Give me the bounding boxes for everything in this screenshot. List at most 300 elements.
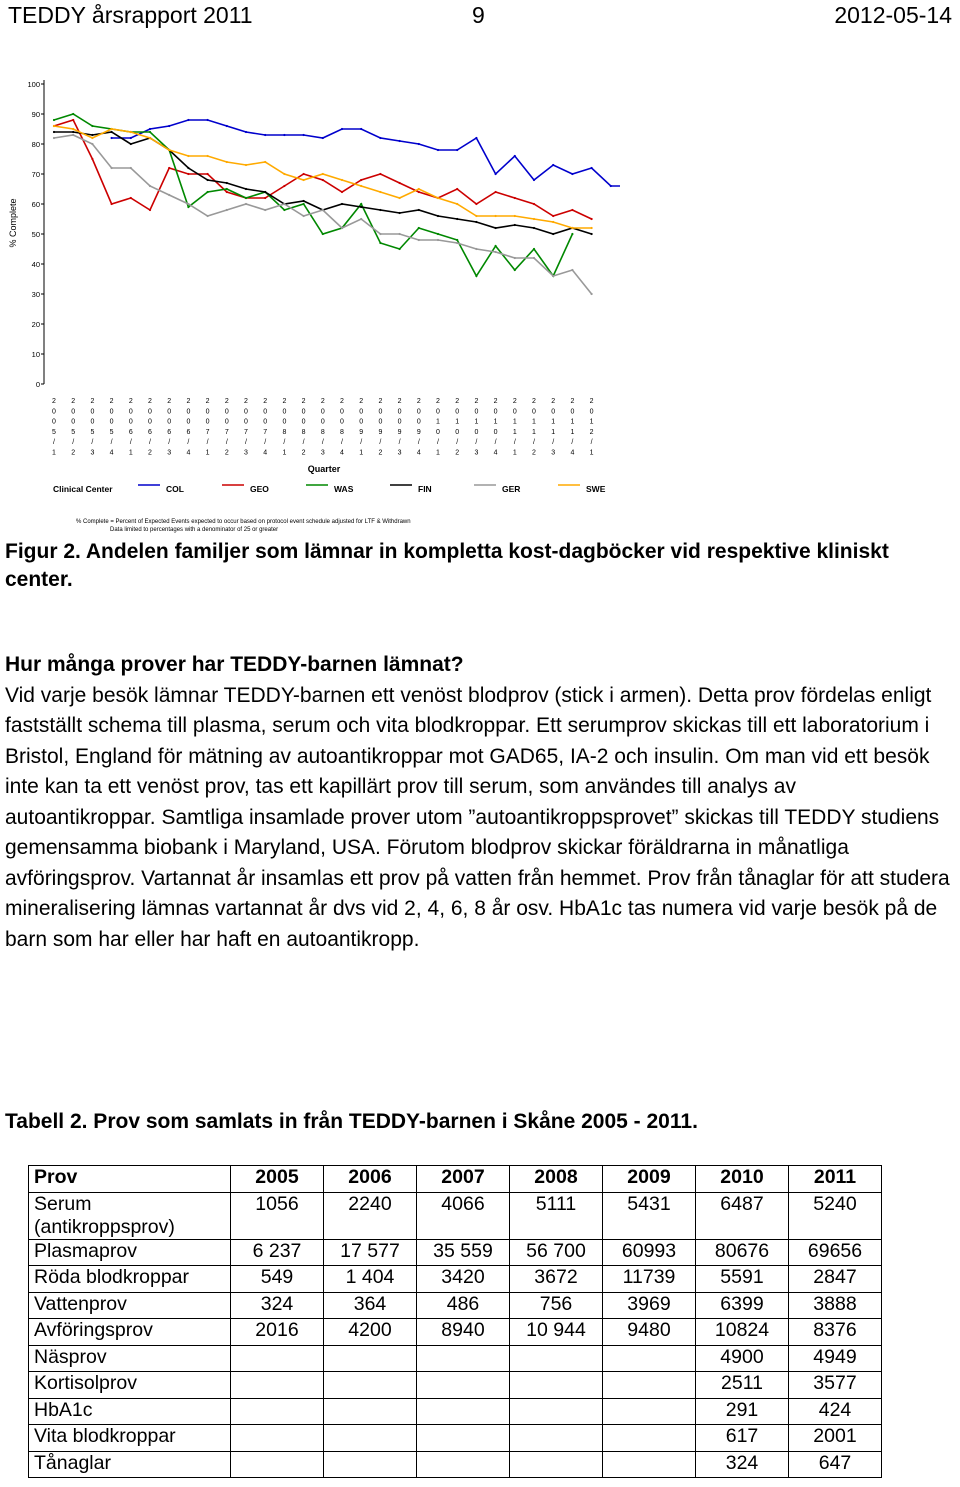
x-tick-label: 2	[205, 398, 210, 405]
data-point	[379, 173, 381, 175]
series-line-fin	[54, 132, 592, 234]
x-tick-label: 0	[512, 408, 517, 416]
data-point	[437, 215, 439, 217]
data-point	[111, 167, 113, 169]
data-point	[53, 137, 55, 139]
data-point	[111, 203, 113, 205]
data-point	[130, 131, 132, 133]
table-row	[29, 1372, 882, 1399]
y-tick-label: 10	[31, 350, 40, 359]
x-tick-label: 0	[263, 408, 268, 416]
table-cell: 4949	[789, 1345, 882, 1372]
x-tick-label: 2	[589, 398, 594, 405]
page-header	[0, 0, 960, 36]
x-tick-label: 0	[359, 408, 364, 416]
y-tick-label: 20	[31, 320, 40, 329]
table-cell	[603, 1451, 696, 1478]
data-point	[72, 119, 74, 121]
data-point	[341, 227, 343, 229]
x-tick-label: /	[360, 439, 363, 447]
x-tick-label: 0	[378, 418, 383, 426]
table-cell	[417, 1425, 510, 1452]
table-cell: 8376	[789, 1319, 882, 1346]
data-point	[264, 191, 266, 193]
table-cell: 9480	[603, 1319, 696, 1346]
table-cell: 4200	[324, 1319, 417, 1346]
data-point	[283, 203, 285, 205]
x-tick-label: 0	[128, 408, 133, 416]
x-tick-label: 1	[512, 418, 517, 426]
x-tick-label: /	[417, 439, 420, 447]
x-tick-label: /	[321, 439, 324, 447]
x-tick-labels	[52, 398, 594, 457]
x-tick-label: 1	[474, 418, 479, 426]
data-point	[379, 137, 381, 139]
data-point	[591, 227, 593, 229]
x-tick-label: 0	[52, 408, 56, 416]
data-point	[168, 167, 170, 169]
data-point	[149, 209, 151, 211]
table-cell: 291	[696, 1398, 789, 1425]
table-cell: 5240	[789, 1192, 882, 1239]
data-point	[341, 191, 343, 193]
data-point	[552, 215, 554, 217]
data-point	[495, 245, 497, 247]
table-cell: 3969	[603, 1292, 696, 1319]
table-cell	[417, 1398, 510, 1425]
table-cell: 4900	[696, 1345, 789, 1372]
x-tick-label: 2	[589, 428, 594, 436]
data-point	[418, 239, 420, 241]
header-year: 2007	[417, 1166, 510, 1193]
data-point	[226, 182, 228, 184]
x-tick-label: 2	[532, 449, 536, 457]
data-point	[475, 215, 477, 217]
table-cell: 2240	[324, 1192, 417, 1239]
x-tick-label: 0	[397, 418, 402, 426]
table-cell	[231, 1451, 324, 1478]
x-tick-label: /	[533, 439, 535, 447]
x-tick-label: 4	[186, 449, 191, 457]
x-tick-label: 7	[224, 428, 229, 436]
x-tick-label: 1	[512, 449, 517, 457]
x-tick-label: 5	[52, 428, 56, 436]
data-point	[130, 143, 132, 145]
table-cell	[603, 1345, 696, 1372]
x-tick-label: 0	[224, 418, 229, 426]
x-tick-label: 1	[436, 418, 440, 426]
data-point	[322, 137, 324, 139]
x-tick-label: 1	[455, 418, 460, 426]
x-tick-label: 2	[455, 398, 460, 405]
x-tick-label: 1	[570, 428, 575, 436]
table-cell: 1 404	[324, 1266, 417, 1293]
x-tick-label: 2	[436, 398, 440, 405]
x-tick-label: /	[72, 439, 75, 447]
table-cell: 2016	[231, 1319, 324, 1346]
x-tick-label: 2	[416, 398, 421, 405]
data-point	[245, 203, 247, 205]
legend-label: GEO	[250, 484, 269, 494]
data-point	[533, 218, 535, 220]
data-point	[514, 197, 516, 199]
data-point	[418, 191, 420, 193]
data-point	[187, 206, 189, 208]
data-point	[283, 134, 285, 136]
x-tick-label: 0	[148, 418, 152, 426]
x-tick-label: 0	[167, 418, 172, 426]
data-point	[322, 173, 324, 175]
x-tick-label: 0	[282, 418, 287, 426]
table-cell	[510, 1345, 603, 1372]
x-tick-label: 2	[71, 449, 76, 457]
data-point	[379, 209, 381, 211]
x-tick-label: 2	[397, 398, 402, 405]
data-point	[360, 185, 362, 187]
x-tick-label: 9	[416, 428, 421, 436]
data-point	[533, 203, 535, 205]
x-tick-label: 0	[263, 418, 268, 426]
data-point	[91, 158, 93, 160]
data-point	[533, 179, 535, 181]
data-point	[72, 113, 74, 115]
table-cell: 3672	[510, 1266, 603, 1293]
data-point	[226, 191, 228, 193]
x-tick-label: 4	[340, 449, 344, 457]
data-point	[437, 149, 439, 151]
row-label: HbA1c	[29, 1398, 231, 1425]
chart-series	[53, 113, 620, 295]
data-point	[399, 140, 401, 142]
x-tick-label: 1	[551, 418, 556, 426]
x-tick-label: 3	[90, 449, 95, 457]
x-tick-label: 0	[570, 408, 575, 416]
x-tick-label: 3	[320, 449, 325, 457]
data-point	[379, 191, 381, 193]
data-point	[245, 164, 247, 166]
data-point	[360, 179, 362, 181]
x-tick-label: 2	[301, 398, 306, 405]
table-cell: 647	[789, 1451, 882, 1478]
data-point	[437, 239, 439, 241]
data-point	[72, 128, 74, 130]
x-tick-label: 1	[52, 449, 56, 457]
x-tick-label: 1	[532, 418, 536, 426]
footnote-2: Data limited to percentages with a denominator of 25 or greater	[110, 527, 279, 533]
x-tick-label: 0	[301, 418, 306, 426]
x-tick-label: 5	[90, 428, 95, 436]
x-tick-label: 0	[455, 428, 460, 436]
x-tick-label: /	[475, 439, 478, 447]
data-point	[207, 155, 209, 157]
data-point	[514, 224, 516, 226]
table-cell: 5431	[603, 1192, 696, 1239]
data-point	[149, 128, 151, 130]
data-point	[168, 194, 170, 196]
data-point	[130, 137, 132, 139]
data-point	[360, 206, 362, 208]
x-tick-label: 2	[493, 398, 498, 405]
data-point	[53, 119, 55, 121]
x-tick-label: 3	[474, 449, 479, 457]
data-point	[475, 221, 477, 223]
table-cell: 80676	[696, 1239, 789, 1266]
data-point	[91, 125, 93, 127]
data-point	[303, 134, 305, 136]
x-tick-label: 2	[109, 398, 114, 405]
data-point	[111, 137, 113, 139]
x-tick-label: 2	[378, 398, 383, 405]
table-cell: 3577	[789, 1372, 882, 1399]
data-point	[456, 242, 458, 244]
legend-label: GER	[502, 484, 521, 494]
data-point	[245, 188, 247, 190]
x-tick-label: 0	[416, 408, 421, 416]
x-tick-label: 0	[71, 418, 76, 426]
table-cell	[510, 1451, 603, 1478]
table-cell: 60993	[603, 1239, 696, 1266]
data-point	[571, 269, 573, 271]
data-point	[91, 137, 93, 139]
table-cell: 1056	[231, 1192, 324, 1239]
data-point	[360, 128, 362, 130]
x-tick-label: 0	[589, 408, 594, 416]
data-point	[207, 173, 209, 175]
table-cell: 5591	[696, 1266, 789, 1293]
x-tick-label: 4	[263, 449, 268, 457]
data-point	[418, 227, 420, 229]
x-tick-label: 1	[532, 428, 536, 436]
x-tick-label: 2	[359, 398, 364, 405]
data-point	[456, 239, 458, 241]
x-tick-label: 2	[167, 398, 172, 405]
x-tick-label: /	[91, 439, 94, 447]
data-point	[514, 155, 516, 157]
table-cell	[417, 1372, 510, 1399]
x-tick-label: 0	[109, 418, 114, 426]
table-cell: 10 944	[510, 1319, 603, 1346]
x-tick-label: 0	[282, 408, 287, 416]
table-caption: Tabell 2. Prov som samlats in från TEDDY-barnen i Skåne 2005 - 2011.	[5, 1110, 698, 1133]
data-point	[264, 134, 266, 136]
header-year: 2005	[231, 1166, 324, 1193]
table-row	[29, 1451, 882, 1478]
x-tick-label: 3	[244, 449, 248, 457]
data-point	[610, 185, 612, 187]
x-tick-label: /	[225, 439, 228, 447]
table-cell: 8940	[417, 1319, 510, 1346]
data-point	[571, 173, 573, 175]
x-tick-label: 1	[282, 449, 287, 457]
data-point	[552, 164, 554, 166]
data-point	[456, 188, 458, 190]
x-tick-label: 2	[263, 398, 268, 405]
table-cell: 5111	[510, 1192, 603, 1239]
x-tick-label: 2	[320, 398, 325, 405]
data-point	[226, 125, 228, 127]
x-tick-label: 0	[109, 408, 114, 416]
x-tick-label: /	[129, 439, 132, 447]
table-cell: 617	[696, 1425, 789, 1452]
table-cell: 3888	[789, 1292, 882, 1319]
x-tick-label: 2	[186, 398, 191, 405]
data-point	[399, 233, 401, 235]
data-point	[303, 203, 305, 205]
table-cell: 4066	[417, 1192, 510, 1239]
x-tick-label: 2	[532, 398, 536, 405]
table-cell	[603, 1398, 696, 1425]
x-tick-label: 0	[128, 418, 133, 426]
x-tick-label: 0	[378, 408, 383, 416]
y-tick-label: 40	[31, 260, 40, 269]
x-tick-label: /	[53, 439, 55, 447]
x-tick-label: /	[590, 439, 593, 447]
x-tick-label: /	[494, 439, 497, 447]
x-tick-label: 7	[244, 428, 248, 436]
data-point	[456, 149, 458, 151]
x-axis-label: Quarter	[307, 464, 341, 474]
data-point	[475, 203, 477, 205]
x-tick-label: 8	[340, 428, 344, 436]
x-tick-label: 0	[397, 408, 402, 416]
table-cell: 17 577	[324, 1239, 417, 1266]
x-tick-label: 0	[148, 408, 152, 416]
table-cell	[417, 1345, 510, 1372]
row-label: Avföringsprov	[29, 1319, 231, 1346]
x-tick-label: 6	[186, 428, 191, 436]
legend-label: WAS	[334, 484, 354, 494]
legend-label: FIN	[418, 484, 432, 494]
data-point	[475, 248, 477, 250]
data-point	[418, 143, 420, 145]
table-cell: 324	[231, 1292, 324, 1319]
table-cell	[324, 1451, 417, 1478]
data-point	[379, 233, 381, 235]
table-row	[29, 1266, 882, 1293]
data-point	[53, 125, 55, 127]
data-point	[399, 197, 401, 199]
x-tick-label: 0	[532, 408, 536, 416]
x-tick-label: /	[379, 439, 382, 447]
x-tick-label: 6	[148, 428, 152, 436]
data-point	[418, 209, 420, 211]
data-point	[91, 143, 93, 145]
x-tick-label: 2	[71, 398, 76, 405]
series-line-col	[112, 120, 620, 186]
x-tick-label: 1	[551, 428, 556, 436]
data-point	[168, 125, 170, 127]
data-point	[456, 218, 458, 220]
x-tick-label: 0	[186, 408, 191, 416]
data-point	[495, 227, 497, 229]
x-tick-label: 0	[416, 418, 421, 426]
data-point	[418, 188, 420, 190]
x-tick-label: 3	[397, 449, 402, 457]
x-tick-label: 1	[512, 428, 517, 436]
table-cell: 69656	[789, 1239, 882, 1266]
table-cell	[510, 1398, 603, 1425]
data-point	[360, 218, 362, 220]
data-point	[226, 161, 228, 163]
data-point	[303, 200, 305, 202]
x-tick-label: 1	[589, 449, 594, 457]
data-point	[303, 173, 305, 175]
data-point	[245, 197, 247, 199]
table-cell	[231, 1398, 324, 1425]
data-point	[475, 275, 477, 277]
data-point	[111, 131, 113, 133]
data-point	[226, 209, 228, 211]
x-tick-label: 2	[244, 398, 248, 405]
data-point	[399, 212, 401, 214]
data-point	[168, 149, 170, 151]
data-point	[495, 251, 497, 253]
data-point	[187, 155, 189, 157]
data-point	[72, 134, 74, 136]
table-cell: 11739	[603, 1266, 696, 1293]
table-row	[29, 1398, 882, 1425]
header-year: 2006	[324, 1166, 417, 1193]
x-tick-label: 0	[186, 418, 191, 426]
table-cell: 10824	[696, 1319, 789, 1346]
table-cell: 424	[789, 1398, 882, 1425]
data-point	[341, 179, 343, 181]
legend-label: SWE	[586, 484, 606, 494]
section-text	[5, 650, 950, 955]
x-tick-label: 4	[570, 449, 575, 457]
table-row	[29, 1319, 882, 1346]
report-date: 2012-05-14	[834, 2, 952, 28]
data-point	[360, 203, 362, 205]
samples-table	[28, 1165, 882, 1478]
data-point	[456, 203, 458, 205]
section-body: Vid varje besök lämnar TEDDY-barnen ett venöst blodprov (stick i armen). Detta prov fördelas enligt fastställt schema till plasma, serum och vita blodkroppar. Ett serumprov skickas till ett laboratorium i Bristol, England för mätning av autoantikroppar mot GAD65, IA-2 och insulin. Om man vid ett besök inte kan ta ett venöst prov, tas ett kapillärt prov till serum, som användes till analys av autoantikroppar. Samtliga insamlade prover utom ”autoantikroppsprovet” skickas till TEDDY studiens gemensamma biobank i Maryland, USA. Förutom blodprov skickar föräldrarna in månatliga avföringsprov. Vartannat år insamlas ett prov på vatten från hemmet. Prov från tånaglar för att studera mineralisering lämnas vartannat år dvs vid 2, 4, 6, 8 år osv. HbA1c tas numera vid varje besök på de barn som har eller har haft en autoantikropp.	[5, 683, 950, 951]
table-cell: 6399	[696, 1292, 789, 1319]
header-year: 2010	[696, 1166, 789, 1193]
data-point	[130, 167, 132, 169]
completion-chart	[0, 68, 620, 538]
x-tick-label: 4	[109, 449, 114, 457]
data-point	[399, 248, 401, 250]
header-year: 2008	[510, 1166, 603, 1193]
table-cell: 2511	[696, 1372, 789, 1399]
x-tick-label: 0	[224, 408, 229, 416]
x-tick-label: 3	[551, 449, 556, 457]
data-point	[475, 137, 477, 139]
x-tick-label: 1	[359, 449, 364, 457]
data-point	[207, 179, 209, 181]
x-tick-label: 2	[378, 449, 383, 457]
data-point	[591, 218, 593, 220]
table-row	[29, 1425, 882, 1452]
y-tick-label: 50	[31, 230, 40, 239]
table-row	[29, 1292, 882, 1319]
data-point	[303, 179, 305, 181]
x-tick-label: 0	[493, 408, 498, 416]
x-tick-label: /	[513, 439, 516, 447]
x-tick-label: 5	[71, 428, 76, 436]
table-row	[29, 1239, 882, 1266]
legend-title: Clinical Center	[53, 484, 113, 494]
header-year: 2011	[789, 1166, 882, 1193]
x-tick-label: 9	[359, 428, 364, 436]
x-tick-label: /	[302, 439, 305, 447]
x-tick-label: 2	[551, 398, 556, 405]
x-tick-label: 4	[493, 449, 498, 457]
x-tick-label: 2	[455, 449, 460, 457]
legend-label: COL	[166, 484, 184, 494]
x-tick-label: 2	[474, 398, 479, 405]
